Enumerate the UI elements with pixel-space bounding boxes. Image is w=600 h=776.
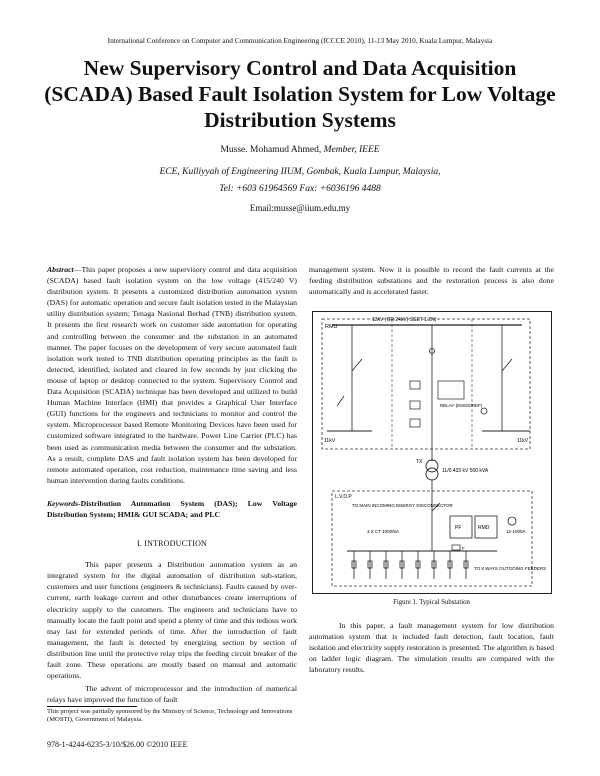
abstract <box>47 264 297 486</box>
keywords-label: Keywords- <box>47 498 81 508</box>
footnote: This project was partially sponsored by the Ministry of Science, Technology and Innovations (MOSTI), Government of Malaysia. <box>47 708 293 724</box>
paper-title: New Supervisory Control and Data Acquisition (SCADA) Based Fault Isolation System for Low Voltage Distribution Systems <box>44 56 556 132</box>
right-indicator <box>481 408 487 414</box>
outgoing-feeders <box>352 551 468 579</box>
introduction-heading: I. INTRODUCTION <box>136 539 208 549</box>
ct-box-2 <box>410 401 420 409</box>
keywords-text: Distribution Automation System (DAS); Low Voltage Distribution System; HMI& GUI SCADA; and PLC <box>47 498 297 519</box>
relay-box <box>438 381 464 399</box>
intro-paragraph-2: The advent of microprocessor and the introduction of numerical relays have improved the function of fault <box>47 684 297 705</box>
outgoing-label: TO 8 WAYS OUTGOING FEEDERS <box>474 566 547 571</box>
author-email: Email:musse@iium.edu.my <box>249 203 351 213</box>
right-bus-label: 11kV <box>517 438 529 444</box>
fuse-label: F <box>462 546 465 551</box>
rmd-label: RMD <box>478 525 490 531</box>
lvdp-label: L.V.D.P <box>335 494 352 500</box>
fuse-box <box>452 545 460 550</box>
left-earth-switch <box>337 396 344 406</box>
left-bus-label: 11kV <box>324 438 336 444</box>
author-role: Member, IEEE <box>323 145 380 155</box>
isbn-line: 978-1-4244-6235-3/10/$26.00 ©2010 IEEE <box>47 740 188 749</box>
left-column <box>47 264 297 705</box>
ct-label: 3 X CT 1000/5A <box>367 529 399 534</box>
author-name: Musse. Mohamud Ahmed, <box>220 145 322 155</box>
rmu-label: RMU <box>325 324 338 330</box>
figure-caption: Figure 1. Typical Substation <box>393 599 470 606</box>
incomer-label: TO MAIN INCOMING ENERGY DISCONNECTOR <box>352 503 453 508</box>
figure-typical-substation <box>312 311 552 594</box>
footnote-rule <box>47 706 137 707</box>
top-bus-label: 12kV (OR 24kV) SSET 1.2N) <box>372 317 437 323</box>
author-line <box>0 145 600 155</box>
right-column-top <box>309 264 554 297</box>
author-contact: Tel: +603 61964569 Fax: +6036196 4488 <box>219 184 381 194</box>
author-affiliation: ECE, Kulliyyah of Engineering IIUM, Gombak, Kuala Lumpur, Malaysia, <box>159 167 441 177</box>
ct-box-1 <box>410 381 420 389</box>
intro-paragraph-1: This paper presents a Distribution automation system as an integrated system for the digital automation of distribution sub-station, customers and user functions (engineers & technicians). Faults caused by over-current, earth leakage current and other disturbances create interruptions of electricity supply to the customers. The engineers and technicians have to manually locate the fault point and spend a plenty of time and this tedious work may last for extended periods of time. After the introduction of fault management, the fault is detected by energizing section by section of distribution line until the protective relay trips the feeding circuit breaker of the fault zone. These operations are mostly based on manual and automatic operations. <box>47 560 297 681</box>
rmu-box <box>322 319 530 449</box>
substation-diagram <box>312 311 552 594</box>
abstract-text: —This paper proposes a new supervisory control and data acquisition (SCADA) based fault isolation system on the low voltage (415/240 V) distribution system. It presents a customized distribution automation system (DAS) for automatic operation and secure fault isolation tested in the Malaysian utility distribution system; Tenaga Nasional Berhad (TNB) distribution system. It presents the first research work on customer side automation for operating and controlling between the consumer and the substation in an automated manner. The paper focuses on the development of very secure automated fault isolation work tested to TNB distribution operating principles as the fault is detected, identified, isolated and cleared in few seconds by just clicking the mouse of laptop or desktop connected to the system. Supervisory Control and Data Acquisition (SCADA) technique has been developed and utilized to build Human Machine Interface (HMI) that provides a Graphical User Interface (GUI) functions for the engineers and technicians to monitor and control the system. Microprocessor based Remote Monitoring Devices have been used for customized software integrated to the hardware. Power Line Carrier (PLC) has been used as communication media between the consumer and the substation. As a result, complete DAS and fault isolation system has been developed for remote automated operation, cost reduction, maintenance time saving and less human intervention during faults conditions. <box>47 265 297 485</box>
transformer-secondary <box>426 468 438 480</box>
meter-label: 12-1000A <box>506 529 526 534</box>
intro-paragraph-3: In this paper, a fault management system for low distribution automation system that is included fault detection, fault location, fault isolation and electricity supply restoration is presented. The algorithm is based on ladder logic diagram. The simulation results are compared with the laboratory results. <box>309 621 554 675</box>
left-switch <box>352 359 362 371</box>
transformer-tag: TX <box>416 459 423 465</box>
abstract-label: Abstract <box>47 265 74 274</box>
keywords <box>47 498 297 520</box>
right-column-bottom <box>309 620 554 675</box>
conference-header: International Conference on Computer and Communication Engineering (ICCCE 2010), 11-13 May 2010, Kuala Lumpur, Malaysia <box>107 36 493 45</box>
relay-label: RELAY (EMGD/REF) <box>440 403 483 408</box>
meter-circle <box>508 517 516 525</box>
intro-paragraph-2-continued: management system. Now it is possible to record the fault currents at the feeding distribution substations and the restoration process is also done automatically and is accelerated faster. <box>309 265 554 297</box>
right-switch <box>502 359 512 371</box>
pf-label: PF <box>455 525 462 531</box>
ct-box-3 <box>410 419 420 427</box>
transformer-label: 11/0.433 kV 500 kVA <box>442 468 489 474</box>
